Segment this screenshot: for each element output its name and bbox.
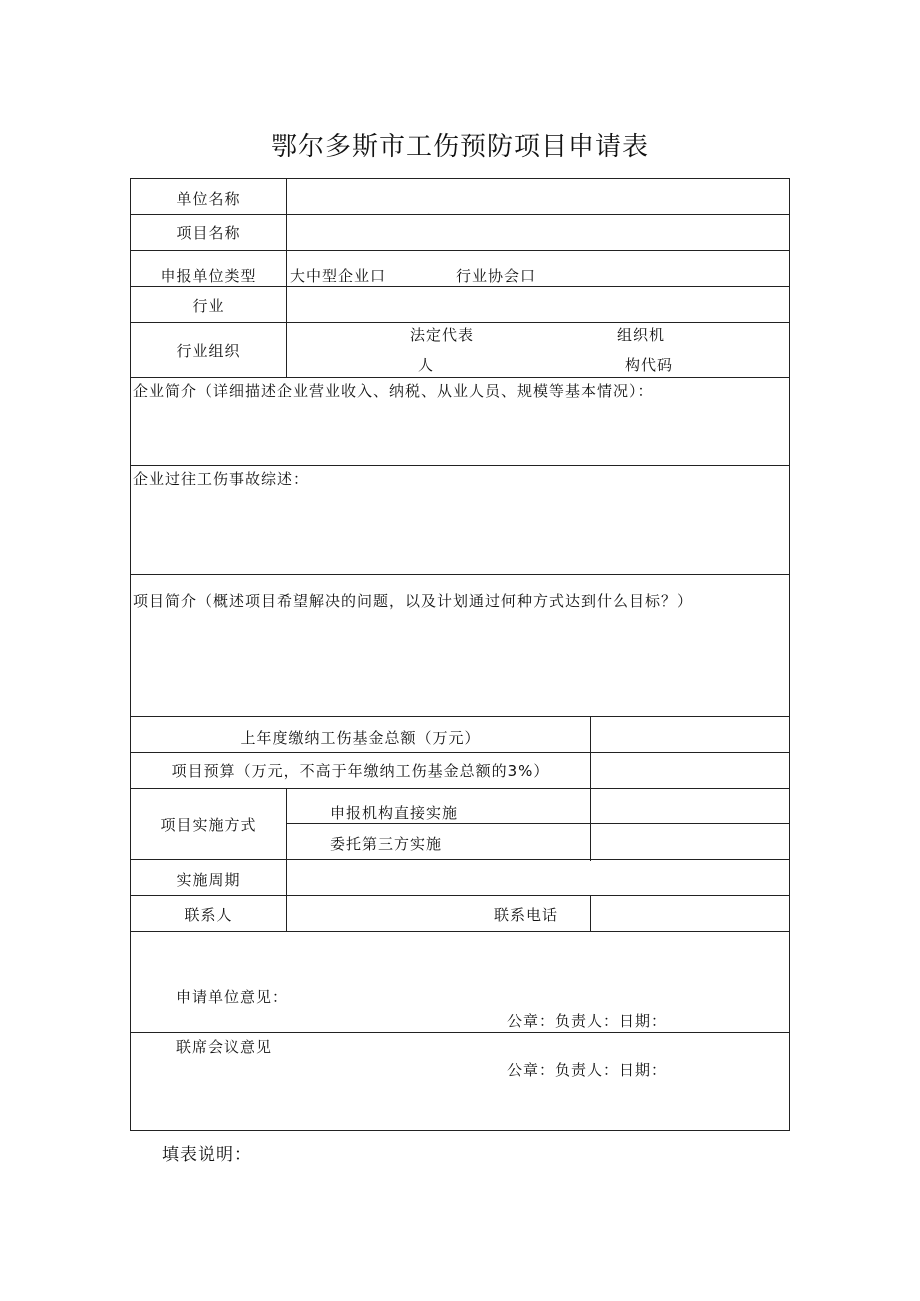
contact-person-label: 联系人 [184, 906, 233, 924]
implementation-period-input[interactable] [287, 860, 789, 895]
last-year-fund-input[interactable] [591, 717, 789, 752]
company-intro-label: 企业简介（详细描述企业营业收入、纳税、从业人员、规模等基本情况）： [133, 382, 654, 400]
table-border-right [789, 178, 790, 1131]
row-divider [130, 377, 790, 378]
industry-input[interactable] [287, 287, 789, 322]
past-accidents-input[interactable] [131, 500, 789, 574]
project-name-label: 项目名称 [176, 224, 241, 242]
contact-phone-input[interactable] [591, 896, 789, 931]
fill-instructions-label: 填表说明： [162, 1145, 252, 1165]
project-budget-label: 项目预算（万元，不高于年缴纳工伤基金总额的3%） [171, 762, 550, 780]
row-divider [130, 465, 790, 466]
industry-label: 行业 [192, 297, 225, 315]
implementation-third-party-input[interactable] [591, 824, 789, 859]
table-border-bottom [130, 1130, 790, 1131]
project-name-input[interactable] [287, 215, 789, 250]
implementation-period-label: 实施周期 [176, 871, 241, 889]
past-accidents-label: 企业过往工伤事故综述： [133, 470, 310, 488]
implementation-direct-input[interactable] [591, 789, 789, 823]
last-year-fund-label: 上年度缴纳工伤基金总额（万元） [240, 729, 481, 747]
implementation-direct-option[interactable]: 申报机构直接实施 [330, 804, 459, 822]
project-intro-input[interactable] [131, 620, 789, 716]
implementation-mode-label: 项目实施方式 [160, 816, 257, 834]
org-code-label-cont: 构代码 [625, 356, 674, 374]
applicant-opinion-label: 申请单位意见： [176, 988, 289, 1006]
joint-meeting-signature-line: 公章：负责人：日期： [507, 1061, 668, 1079]
legal-representative-label: 法定代表 [410, 326, 475, 344]
project-budget-input[interactable] [591, 753, 789, 788]
contact-person-input[interactable] [287, 896, 477, 931]
row-divider [130, 574, 790, 575]
implementation-third-party-option[interactable]: 委托第三方实施 [330, 835, 443, 853]
org-code-label: 组织机 [617, 326, 666, 344]
row-divider [130, 250, 790, 251]
applicant-type-option-association[interactable]: 行业协会口 [456, 267, 537, 285]
row-divider [130, 1032, 790, 1033]
page-title: 鄂尔多斯市工伤预防项目申请表 [270, 132, 649, 162]
company-intro-input[interactable] [131, 410, 789, 465]
industry-org-label: 行业组织 [176, 342, 241, 360]
project-intro-label: 项目简介（概述项目希望解决的问题，以及计划通过何种方式达到什么目标？） [133, 592, 694, 610]
row-divider [130, 322, 790, 323]
applicant-signature-line: 公章：负责人：日期： [507, 1012, 668, 1030]
contact-phone-label: 联系电话 [494, 906, 559, 924]
unit-name-label: 单位名称 [176, 190, 241, 208]
legal-representative-label-cont: 人 [418, 356, 435, 374]
row-divider [130, 931, 790, 932]
applicant-type-option-large[interactable]: 大中型企业口 [290, 267, 387, 285]
joint-meeting-label: 联席会议意见 [176, 1038, 273, 1056]
applicant-type-label: 申报单位类型 [160, 267, 257, 285]
unit-name-input[interactable] [287, 179, 789, 214]
